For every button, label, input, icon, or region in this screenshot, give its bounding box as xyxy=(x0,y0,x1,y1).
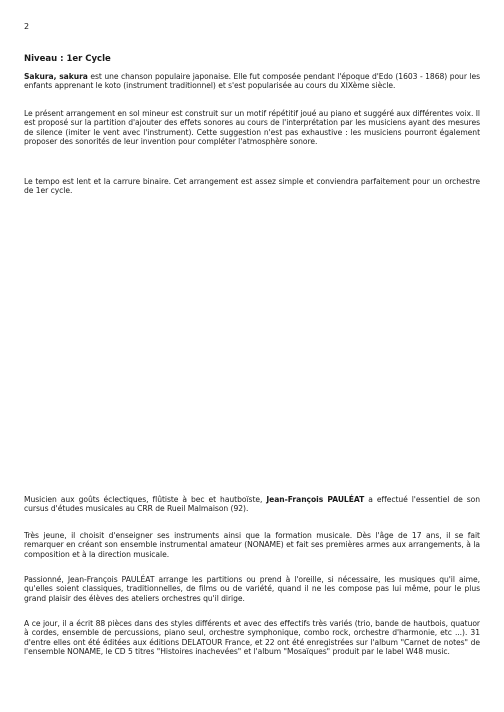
bio-p1-before: Musicien aux goûts éclectiques, flûtiste à bec et hautboïste, xyxy=(24,495,267,504)
intro-paragraph xyxy=(24,72,480,91)
bio-paragraph-2: Très jeune, il choisit d'enseigner ses instruments ainsi que la formation musicale. Dès l'âge de 17 ans, il se fait remarquer en créant son ensemble instrumental amateur (NONAME) et fait ses premières armes aux arrangements, à la composition et à la direction musicale. xyxy=(24,531,480,559)
tempo-paragraph: Le tempo est lent et la carrure binaire. Cet arrangement est assez simple et conviendra parfaitement pour un orchestre de 1er cycle. xyxy=(24,177,480,196)
bio-paragraph-4: A ce jour, il a écrit 88 pièces dans des styles différents et avec des effectifs très variés (trio, bande de hautbois, quatuor à cordes, ensemble de percussions, piano seul, orchestre symphonique, combo rock, orchestre d'harmonie, etc ...). 31 d'entre elles ont été éditées aux éditions DELATOUR France, et 22 ont été enregistrées sur l'album "Carnet de notes" de l'ensemble NONAME, le CD 5 titres "Histoires inachevées" et l'album "Mosaïques" produit par le label W48 music. xyxy=(24,619,480,657)
song-title: Sakura, sakura xyxy=(24,72,88,81)
bio-paragraph-1 xyxy=(24,495,480,514)
composer-name: Jean-François PAULÉAT xyxy=(266,495,365,504)
arrangement-paragraph: Le présent arrangement en sol mineur est construit sur un motif répétitif joué au piano et suggéré aux différentes voix. Il est proposé sur la partition d'ajouter des effets sonores au cours de l'interprétation par les musiciens ayant des mesures de silence (imiter le vent avec l'instrument). Cette suggestion n'est pas exhaustive : les musiciens pourront également proposer des sonorités de leur invention pour compléter l'atmosphère sonore. xyxy=(24,109,480,147)
page-number: 2 xyxy=(24,22,30,31)
bio-p1-after: a effectué l'essentiel de son cursus d'études musicales au CRR de Rueil Malmaison (92). xyxy=(24,495,480,514)
bio-paragraph-3: Passionné, Jean-François PAULÉAT arrange les partitions ou prend à l'oreille, si nécessaire, les musiques qu'il aime, qu'elles soient classiques, traditionnelles, de films ou de variété, quand il ne les compose pas lui même, pour le plus grand plaisir des élèves des ateliers orchestres qu'il dirige. xyxy=(24,575,480,603)
level-heading: Niveau : 1er Cycle xyxy=(24,54,111,64)
intro-text: est une chanson populaire japonaise. Elle fut composée pendant l'époque d'Edo (1603 - 1868) pour les enfants apprenant le koto (instrument traditionnel) et s'est popularisée au cours du XIXème siècle. xyxy=(24,72,480,91)
